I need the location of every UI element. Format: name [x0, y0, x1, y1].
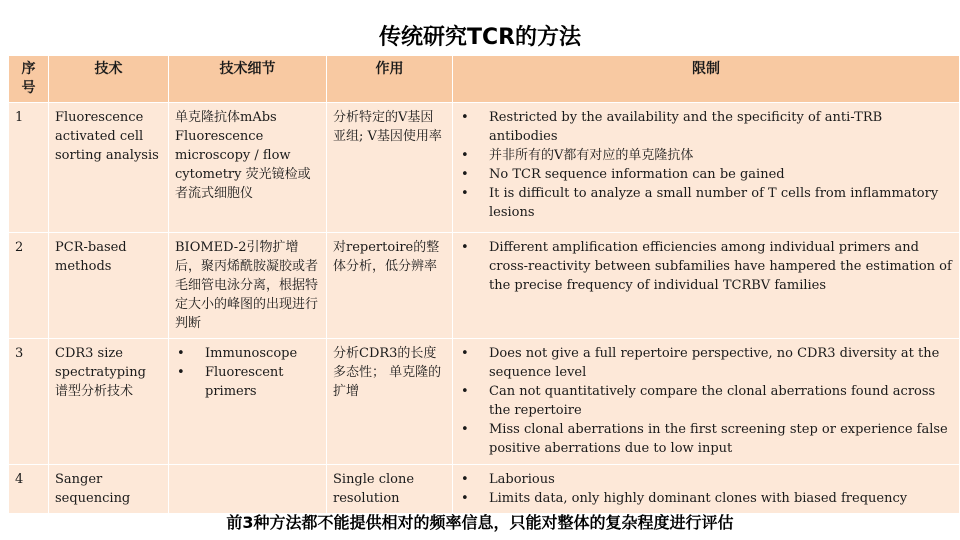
cell-use: Single clone resolution: [327, 465, 453, 514]
cell-limits: [453, 339, 960, 465]
slide-title: 传统研究TCR的方法: [378, 25, 582, 50]
cell-no: 4: [9, 465, 49, 514]
list-item: • Miss clonal aberrations in the first screening step or experience false positive aberrations due to low input: [459, 420, 953, 458]
cell-detail: [169, 339, 327, 465]
cell-tech: Sanger sequencing: [49, 465, 169, 514]
cell-limits: [453, 103, 960, 233]
list-item: • Restricted by the availability and the specificity of anti-TRB antibodies: [459, 108, 953, 146]
header-tech: 技术: [49, 56, 169, 103]
table-row: [9, 465, 960, 514]
cell-limits: [453, 233, 960, 339]
cell-use: 对repertoire的整体分析，低分辨率: [327, 233, 453, 339]
header-use: 作用: [327, 56, 453, 103]
header-limits: 限制: [453, 56, 960, 103]
cell-limits: [453, 465, 960, 514]
cell-no: 1: [9, 103, 49, 233]
header-detail: 技术细节: [169, 56, 327, 103]
cell-no: 3: [9, 339, 49, 465]
list-item: • 并非所有的V都有对应的单克隆抗体: [459, 146, 953, 165]
footer-note: 前3种方法都不能提供相对的频率信息，只能对整体的复杂程度进行评估: [226, 513, 734, 532]
list-item: • Does not give a full repertoire perspective, no CDR3 diversity at the sequence level: [459, 344, 953, 382]
limits-list: [459, 108, 953, 222]
cell-tech: Fluorescence activated cell sorting analysis: [49, 103, 169, 233]
list-item: • Laborious: [459, 470, 953, 489]
list-item: • No TCR sequence information can be gained: [459, 165, 953, 184]
detail-list: [175, 344, 320, 401]
cell-no: 2: [9, 233, 49, 339]
list-item: • It is difficult to analyze a small number of T cells from inflammatory lesions: [459, 184, 953, 222]
limits-list: [459, 238, 953, 295]
cell-tech: CDR3 size spectratyping 谱型分析技术: [49, 339, 169, 465]
limits-list: [459, 470, 953, 508]
cell-detail: [169, 465, 327, 514]
cell-detail: BIOMED-2引物扩增后，聚丙烯酰胺凝胶或者毛细管电泳分离，根据特定大小的峰图的出现进行判断: [169, 233, 327, 339]
list-item: • Limits data, only highly dominant clones with biased frequency: [459, 489, 953, 508]
list-item: • Can not quantitatively compare the clonal aberrations found across the repertoire: [459, 382, 953, 420]
table-header-row: [9, 56, 960, 103]
table-row: [9, 339, 960, 465]
table-row: [9, 233, 960, 339]
methods-table: [8, 55, 960, 514]
cell-use: 分析CDR3的长度多态性； 单克隆的扩增: [327, 339, 453, 465]
cell-use: 分析特定的V基因亚组; V基因使用率: [327, 103, 453, 233]
cell-tech: PCR-based methods: [49, 233, 169, 339]
list-item: • Immunoscope: [175, 344, 320, 363]
list-item: • Fluorescent primers: [175, 363, 320, 401]
cell-detail: 单克隆抗体mAbs Fluorescence microscopy / flow cytometry 荧光镜检或者流式细胞仪: [169, 103, 327, 233]
header-no: 序号: [9, 56, 49, 103]
limits-list: [459, 344, 953, 458]
table-row: [9, 103, 960, 233]
list-item: • Different amplification efficiencies among individual primers and cross-reactivity between subfamilies have hampered the estimation of the precise frequency of individual TCRBV families: [459, 238, 953, 295]
